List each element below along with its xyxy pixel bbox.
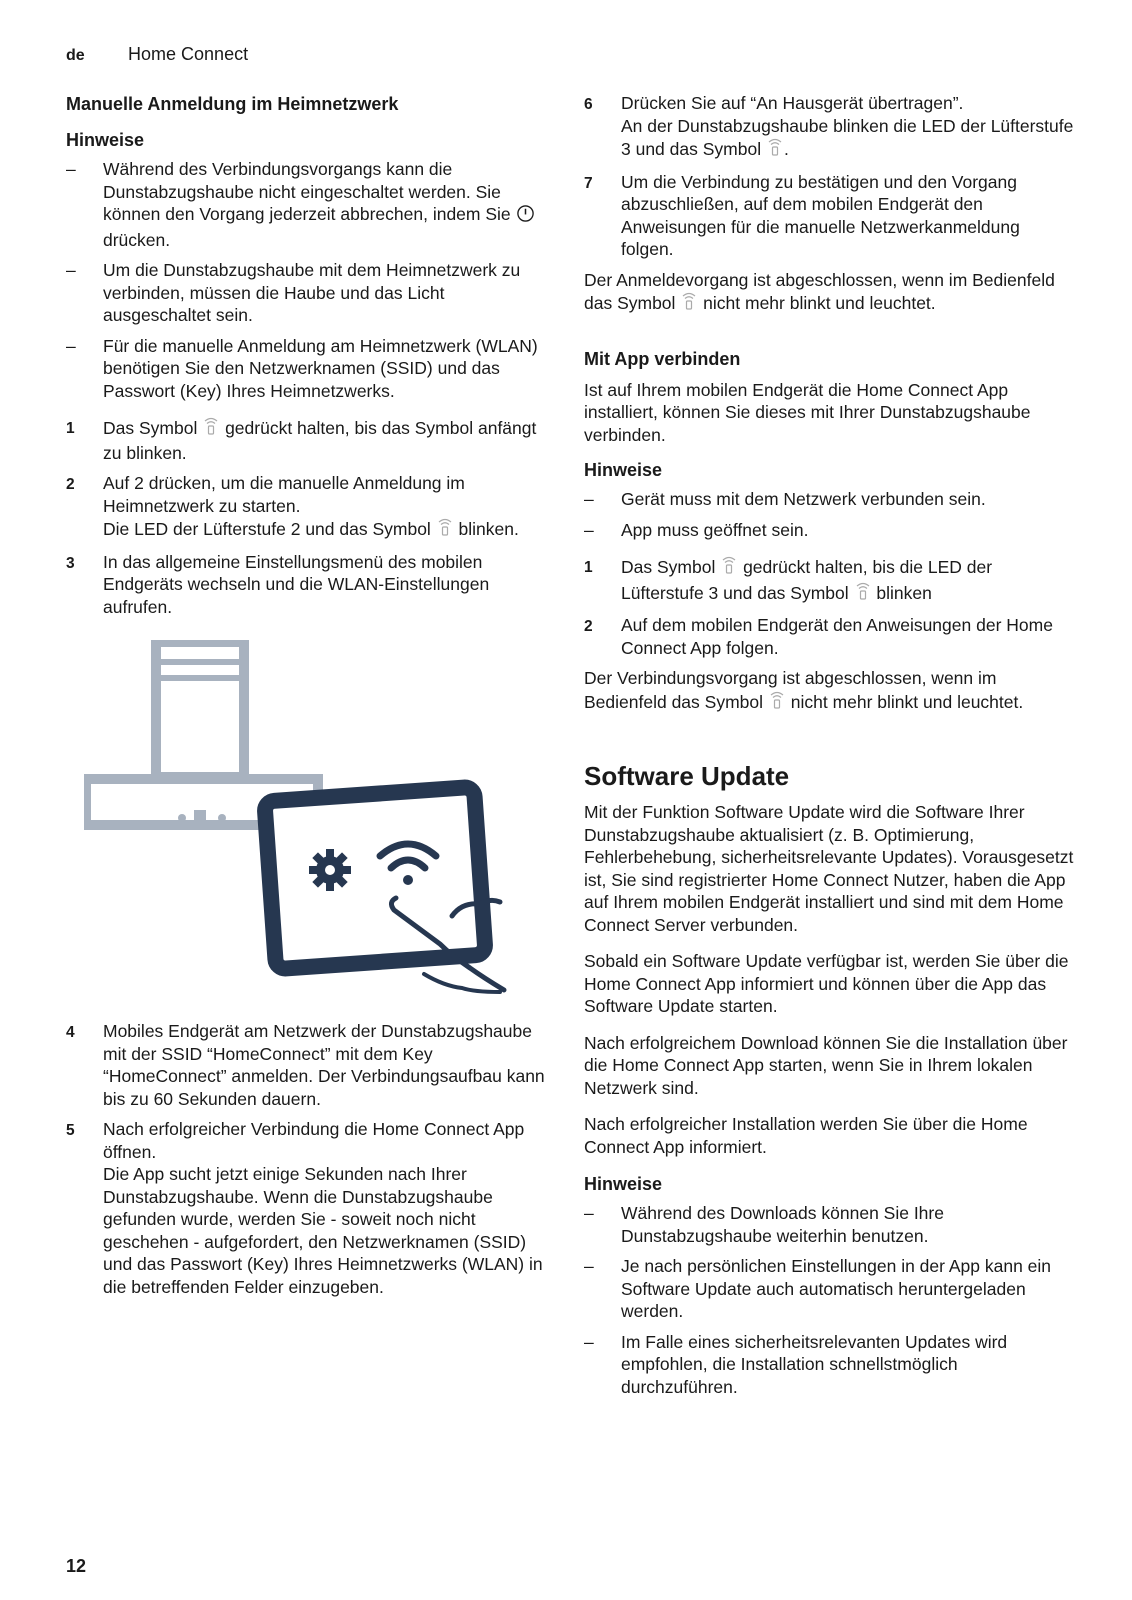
- sw-paragraph: Sobald ein Software Update verfügbar ist, werden Sie über die Home Connect App informiert und können über die App das Software Update starten.: [584, 951, 1069, 1016]
- app-steps-list: [584, 555, 1074, 659]
- steps-list-continued: [66, 1020, 556, 1298]
- sw-notes-list: [584, 1202, 1074, 1398]
- step-item: 4 Mobiles Endgerät am Netzwerk der Dunstabzugshaube mit der SSID “HomeConnect” mit dem Key “HomeConnect” anmelden. Der Verbindungsaufbau kann bis zu 60 Sekunden dauern.: [66, 1021, 545, 1109]
- sw-paragraph: Mit der Funktion Software Update wird die Software Ihrer Dunstabzugshaube aktualisiert (z. B. Optimierung, Fehlerbehebung, sicherheitsrelevante Updates). Vorausgesetzt ist, Sie sind registrierter Home Connect Nutzer, haben die App auf Ihrem mobilen Endgerät installiert und sind mit dem Home Connect Server verbunden.: [584, 802, 1074, 935]
- note-item: – Je nach persönlichen Einstellungen in der App kann ein Software Update auch automatisch heruntergeladen werden.: [584, 1256, 1052, 1321]
- note-item: – Gerät muss mit dem Netzwerk verbunden sein.: [584, 489, 986, 509]
- app-result-text: Der Verbindungsvorgang ist abgeschlossen, wenn im Bedienfeld das Symbol nicht mehr blinkt und leuchtet.: [584, 667, 1074, 715]
- sw-notes-heading: Hinweise: [584, 1174, 663, 1194]
- notes-heading: Hinweise: [66, 130, 145, 150]
- sw-paragraph: Nach erfolgreichem Download können Sie die Installation über die Home Connect App starten, wenn Sie in Ihrem lokalen Netzwerk sind.: [584, 1032, 1068, 1098]
- note-item: – App muss geöffnet sein.: [584, 519, 809, 540]
- step-item: 1 Das Symbol gedrückt halten, bis die LED der Lüfterstufe 3 und das Symbol blinken: [584, 555, 1074, 606]
- app-connect-heading: Mit App verbinden: [584, 348, 741, 369]
- note-item: – Während des Downloads können Sie Ihre Dunstabzugshaube weiterhin benutzen.: [584, 1203, 944, 1246]
- step-item: 6 Drücken Sie auf “An Hausgerät übertragen”. An der Dunstabzugshaube blinken die LED der Lüfterstufe 3 und das Symbol .: [584, 92, 1074, 163]
- steps-list-right: [584, 92, 1074, 261]
- home-connect-icon: [720, 555, 738, 581]
- left-column: [66, 92, 556, 1306]
- power-icon: [516, 204, 535, 229]
- language-code: de: [66, 47, 85, 64]
- home-connect-icon: [768, 690, 786, 716]
- tablet-icon: [264, 787, 485, 969]
- right-column: [584, 92, 1074, 1406]
- home-connect-icon: [436, 517, 454, 543]
- sw-paragraph: Nach erfolgreicher Installation werden Sie über die Home Connect App informiert.: [584, 1114, 1028, 1157]
- notes-list: [66, 158, 556, 402]
- section-title: Home Connect: [128, 44, 249, 64]
- step-item: 2 Auf dem mobilen Endgerät den Anweisungen der Home Connect App folgen.: [584, 615, 1053, 658]
- step-item: 2 Auf 2 drücken, um die manuelle Anmeldung im Heimnetzwerk zu starten. Die LED der Lüfterstufe 2 und das Symbol blinken.: [66, 472, 556, 543]
- manual-login-heading: Manuelle Anmeldung im Heimnetzwerk: [66, 94, 399, 114]
- steps-list: [66, 416, 556, 618]
- step-item: 5 Nach erfolgreicher Verbindung die Home Connect App öffnen. Die App sucht jetzt einige Sekunden nach Ihrer Dunstabzugshaube. Wenn die Dunstabzugshaube gefunden wurde, werden Sie - soweit noch nicht geschehen - aufgefordert, den Netzwerknamen (SSID) und das Passwort (Key) Ihres Heimnetzwerks (WLAN) in die betreffenden Felder einzugeben.: [66, 1119, 543, 1297]
- hood-tablet-illustration: [84, 640, 524, 1000]
- page-number: 12: [66, 1556, 87, 1576]
- gear-icon: [309, 849, 351, 891]
- step-item: 3 In das allgemeine Einstellungsmenü des mobilen Endgeräts wechseln und die WLAN-Einstellungen aufrufen.: [66, 551, 490, 617]
- software-update-heading: Software Update: [584, 761, 790, 791]
- app-intro: Ist auf Ihrem mobilen Endgerät die Home Connect App installiert, können Sie dieses mit Ihrer Dunstabzugshaube verbinden.: [584, 379, 1031, 445]
- home-connect-icon: [766, 137, 784, 163]
- home-connect-icon: [202, 416, 220, 442]
- note-item: – Um die Dunstabzugshaube mit dem Heimnetzwerk zu verbinden, müssen die Haube und das Licht ausgeschaltet sein.: [66, 260, 521, 325]
- result-text: Der Anmeldevorgang ist abgeschlossen, wenn im Bedienfeld das Symbol nicht mehr blinkt und leuchtet.: [584, 269, 1074, 317]
- app-notes-list: [584, 488, 1074, 541]
- step-item: 1 Das Symbol gedrückt halten, bis das Symbol anfängt zu blinken.: [66, 418, 537, 463]
- note-item: – Für die manuelle Anmeldung am Heimnetzwerk (WLAN) benötigen Sie den Netzwerknamen (SSID) und das Passwort (Key) Ihres Heimnetzwerks.: [66, 335, 538, 401]
- page-header: [66, 44, 248, 65]
- step-item: 7 Um die Verbindung zu bestätigen und den Vorgang abzuschließen, auf dem mobilen Endgerät den Anweisungen für die manuelle Netzwerkanmeldung folgen.: [584, 171, 1020, 259]
- app-notes-heading: Hinweise: [584, 460, 663, 480]
- home-connect-icon: [854, 581, 872, 607]
- note-item: – Während des Verbindungsvorgangs kann die Dunstabzugshaube nicht eingeschaltet werden. Sie können den Vorgang jederzeit abbrechen, indem Sie drücken.: [66, 158, 556, 251]
- home-connect-icon: [680, 291, 698, 317]
- note-item: – Im Falle eines sicherheitsrelevanten Updates wird empfohlen, die Installation schnellstmöglich durchzuführen.: [584, 1331, 1008, 1397]
